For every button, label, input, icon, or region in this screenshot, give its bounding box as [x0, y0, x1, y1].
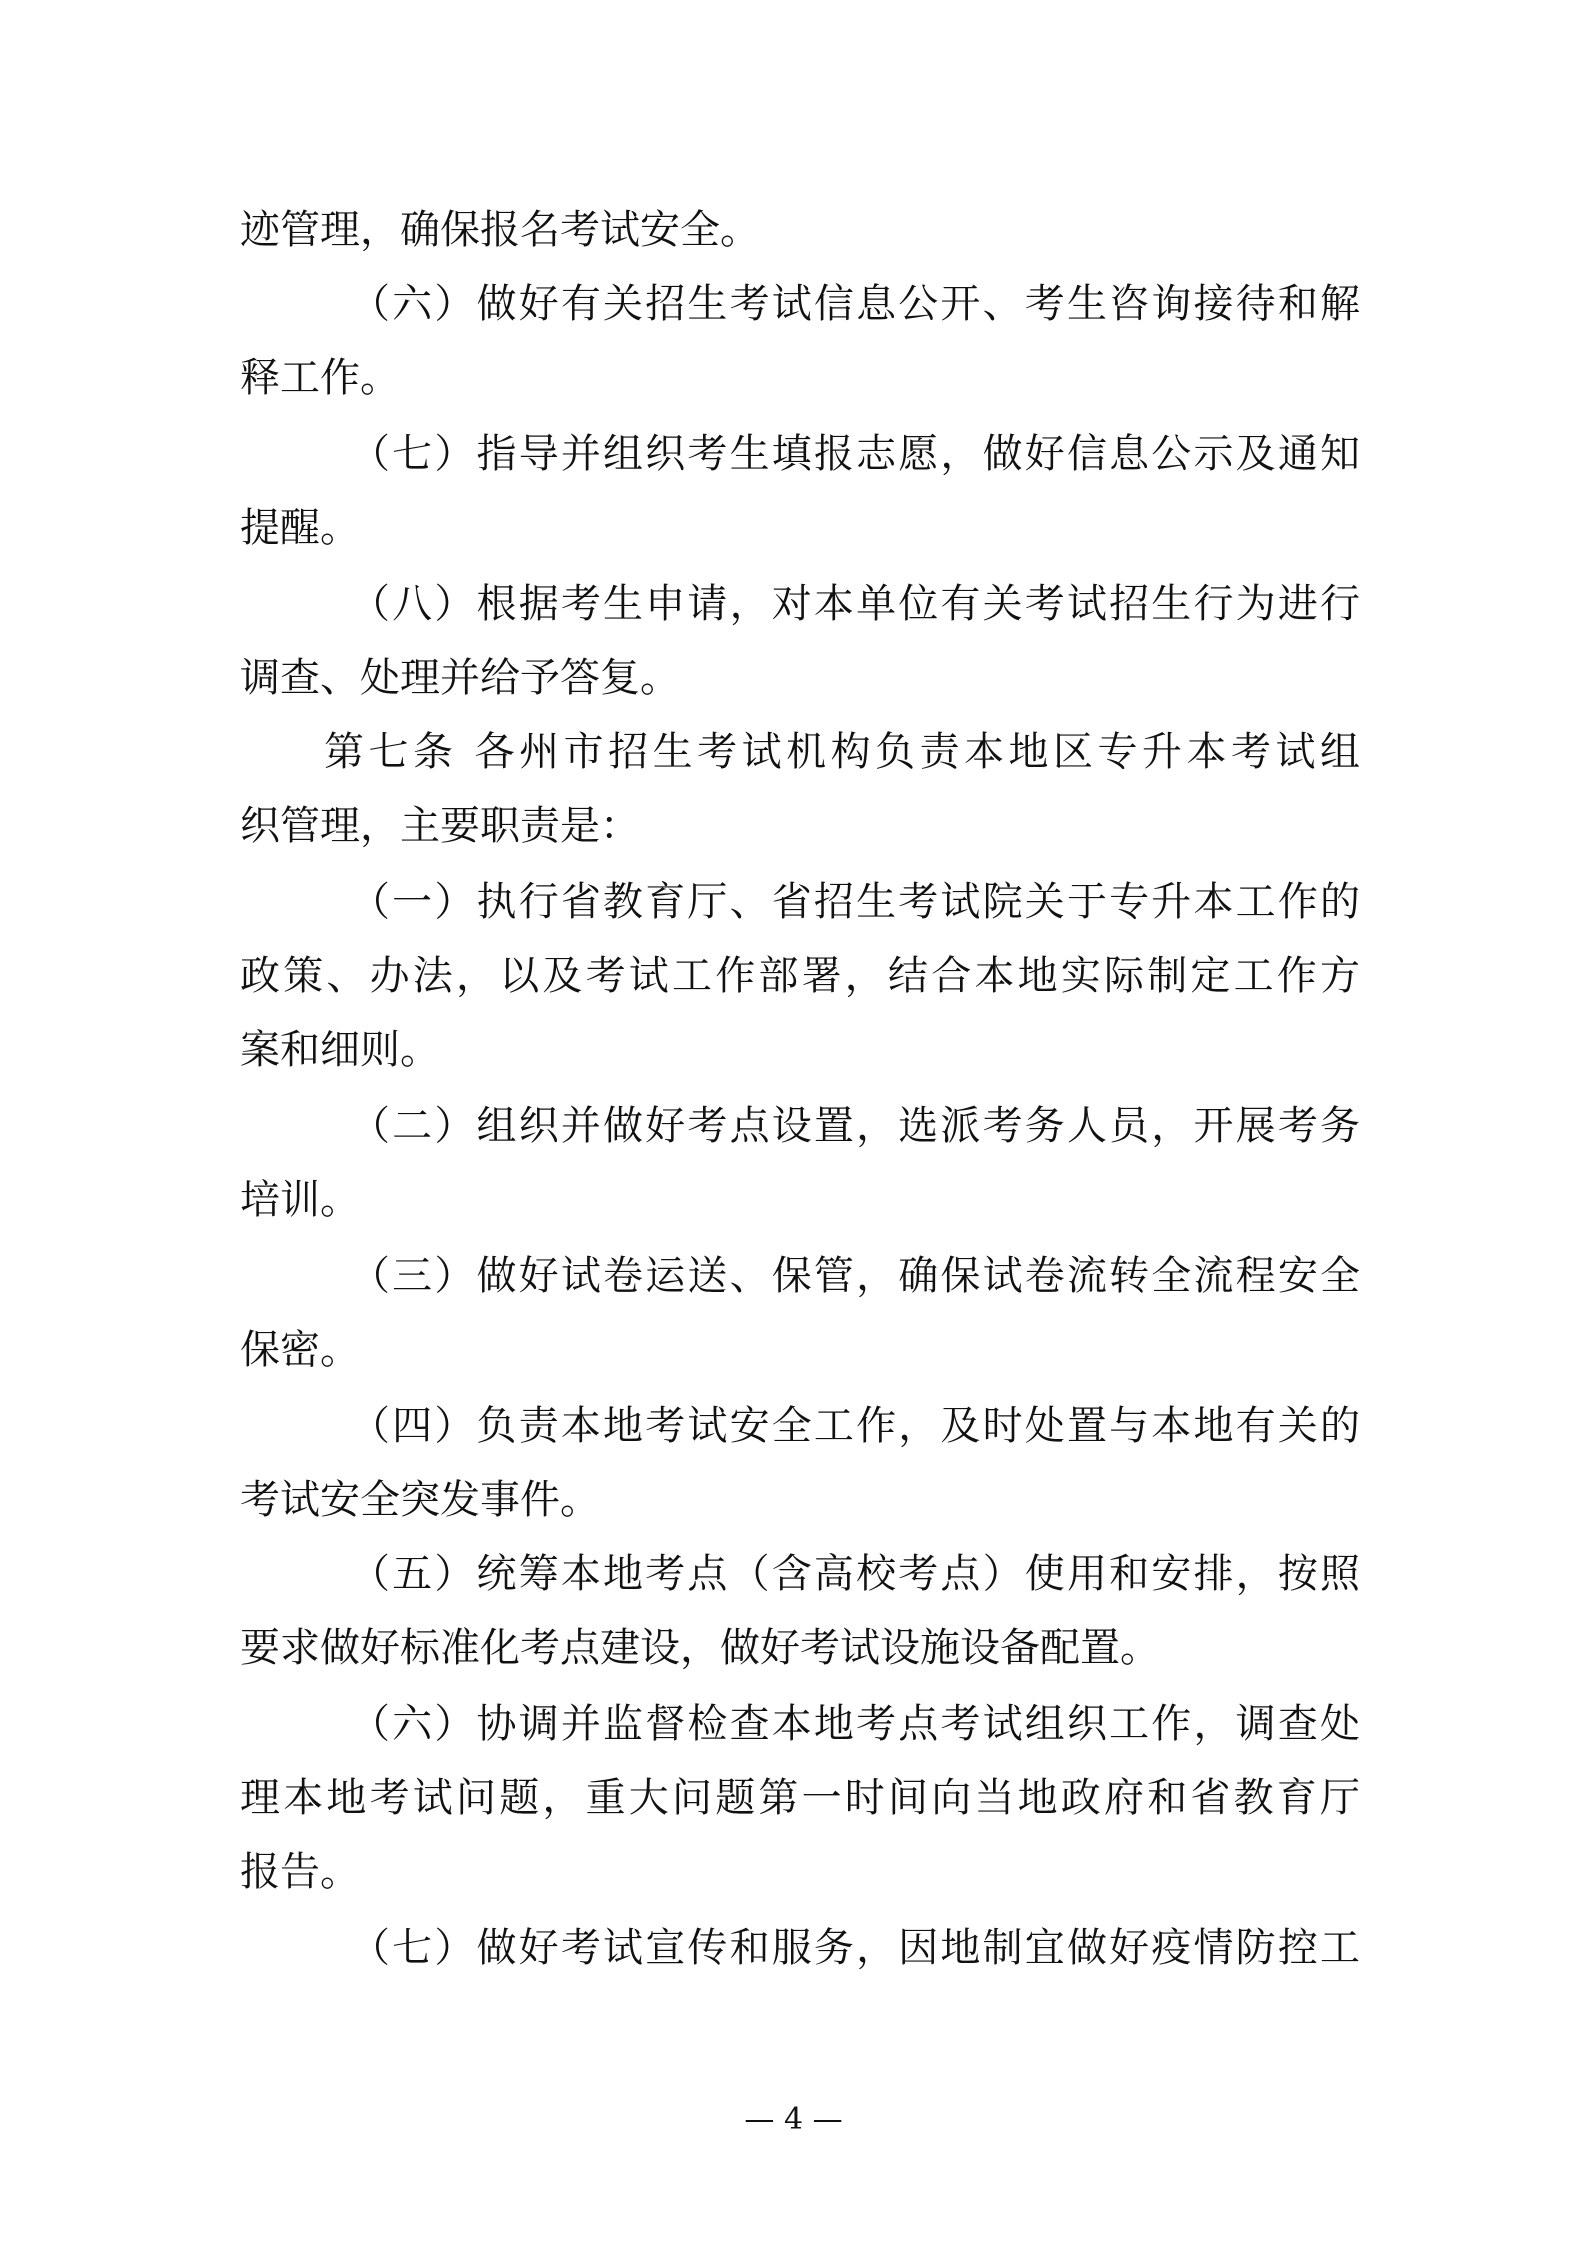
text-line: 理本地考试问题，重大问题第一时间向当地政府和省教育厅 [240, 1775, 1360, 1821]
text-line: 要求做好标准化考点建设，做好考试设施设备配置。 [240, 1625, 1160, 1671]
article-heading-line: 第七条 各州市招生考试机构负责本地区专升本考试组 [324, 729, 1360, 775]
text-line: （三）做好试卷运送、保管，确保试卷流转全流程安全 [350, 1253, 1360, 1299]
text-line: 释工作。 [240, 355, 400, 401]
text-line: （八）根据考生申请，对本单位有关考试招生行为进行 [350, 581, 1360, 627]
text-line: （五）统筹本地考点（含高校考点）使用和安排，按照 [350, 1551, 1360, 1597]
text-line: 提醒。 [240, 505, 360, 551]
text-line: （六）做好有关招生考试信息公开、考生咨询接待和解 [350, 281, 1360, 327]
text-line: 政策、办法，以及考试工作部署，结合本地实际制定工作方 [240, 953, 1360, 999]
text-line: 保密。 [240, 1327, 360, 1373]
text-line: 织管理，主要职责是： [240, 803, 640, 849]
text-line: （四）负责本地考试安全工作，及时处置与本地有关的 [350, 1403, 1360, 1449]
text-line: （六）协调并监督检查本地考点考试组织工作，调查处 [350, 1701, 1360, 1747]
text-line: 案和细则。 [240, 1027, 440, 1073]
text-line: 迹管理，确保报名考试安全。 [240, 207, 760, 253]
text-line: 培训。 [240, 1177, 360, 1223]
text-line: 考试安全突发事件。 [240, 1477, 600, 1523]
text-line: （一）执行省教育厅、省招生考试院关于专升本工作的 [350, 879, 1360, 925]
text-line: （七）做好考试宣传和服务，因地制宜做好疫情防控工 [350, 1925, 1360, 1971]
text-line: （七）指导并组织考生填报志愿，做好信息公示及通知 [350, 431, 1360, 477]
page-number: — 4 — [744, 2102, 843, 2137]
text-line: （二）组织并做好考点设置，选派考务人员，开展考务 [350, 1103, 1360, 1149]
text-line: 调查、处理并给予答复。 [240, 655, 680, 701]
text-line: 报告。 [240, 1849, 360, 1895]
